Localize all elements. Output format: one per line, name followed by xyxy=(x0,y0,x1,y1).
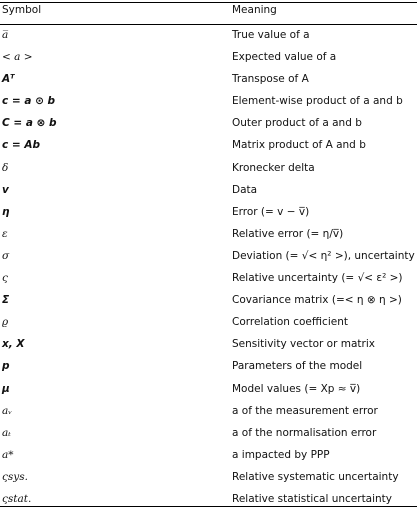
meaning-cell: Sensitivity vector or matrix xyxy=(232,338,375,351)
meaning-cell: Covariance matrix (=< η ⊗ η >) xyxy=(232,294,402,307)
table-row xyxy=(0,135,417,157)
meaning-cell: a of the measurement error xyxy=(232,404,378,417)
meaning-cell: a impacted by PPP xyxy=(232,448,330,461)
table-row xyxy=(0,312,417,334)
symbol-cell: ςsys. xyxy=(2,470,28,483)
table-row xyxy=(0,401,417,423)
symbol-cell: c = Ab xyxy=(2,139,40,152)
table-row xyxy=(0,180,417,202)
table-row xyxy=(0,268,417,290)
symbol-cell: σ xyxy=(2,249,10,262)
table-row xyxy=(0,445,417,467)
header-symbol: Symbol xyxy=(2,4,42,16)
meaning-cell: Parameters of the model xyxy=(232,360,363,373)
table-row xyxy=(0,113,417,135)
table-row xyxy=(0,47,417,69)
symbol-cell: aᵥ xyxy=(2,404,13,417)
table-row xyxy=(0,423,417,445)
meaning-cell: Outer product of a and b xyxy=(232,117,362,130)
notation-table-body xyxy=(0,25,417,511)
meaning-cell: Element-wise product of a and b xyxy=(232,95,403,108)
symbol-cell: v xyxy=(2,183,9,196)
symbol-cell: p xyxy=(2,360,10,373)
table-row xyxy=(0,246,417,268)
meaning-cell: Transpose of A xyxy=(232,73,309,86)
table-row xyxy=(0,379,417,401)
meaning-cell: Relative systematic uncertainty xyxy=(232,470,399,483)
symbol-cell: aₜ xyxy=(2,426,11,439)
table-row xyxy=(0,202,417,224)
table-row xyxy=(0,467,417,489)
symbol-cell: μ xyxy=(2,382,10,395)
table-row xyxy=(0,489,417,511)
symbol-cell: c = a ⊙ b xyxy=(2,95,56,108)
meaning-cell: True value of a xyxy=(232,29,310,41)
table-row xyxy=(0,158,417,180)
table-row xyxy=(0,69,417,91)
meaning-cell: Error (= v − v̅) xyxy=(232,205,310,218)
symbol-cell: η xyxy=(2,205,10,218)
table-row xyxy=(0,290,417,312)
meaning-cell: Kronecker delta xyxy=(232,161,315,174)
meaning-cell: Relative error (= η/v̅) xyxy=(232,227,344,240)
symbol-cell: C = a ⊗ b xyxy=(2,117,57,130)
meaning-cell: Correlation coefficient xyxy=(232,316,348,329)
table-row xyxy=(0,356,417,378)
symbol-cell: ε xyxy=(2,227,8,240)
symbol-cell: ϱ xyxy=(2,316,9,329)
symbol-cell: < a > xyxy=(2,51,33,64)
symbol-cell: a̅ xyxy=(2,29,9,41)
table-row xyxy=(0,25,417,47)
meaning-cell: Deviation (= √< η² >), uncertainty xyxy=(232,249,415,262)
meaning-cell: Model values (= Xp ≈ v̅) xyxy=(232,382,361,395)
meaning-cell: Expected value of a xyxy=(232,51,337,64)
symbol-cell: Σ xyxy=(2,294,10,307)
symbol-cell: Aᵀ xyxy=(2,73,15,86)
symbol-cell: x, X xyxy=(2,338,25,351)
symbol-cell: δ xyxy=(2,161,9,174)
table-top-rule xyxy=(0,2,417,3)
symbol-cell: ς xyxy=(2,272,8,285)
header-meaning: Meaning xyxy=(232,4,277,16)
meaning-cell: Data xyxy=(232,183,258,196)
meaning-cell: Relative uncertainty (= √< ε² >) xyxy=(232,272,403,285)
table-row xyxy=(0,334,417,356)
table-row xyxy=(0,224,417,246)
table-row xyxy=(0,91,417,113)
symbol-cell: a* xyxy=(2,448,14,461)
symbol-cell: ςstat. xyxy=(2,492,32,505)
meaning-cell: Relative statistical uncertainty xyxy=(232,492,393,505)
meaning-cell: a of the normalisation error xyxy=(232,426,377,439)
meaning-cell: Matrix product of A and b xyxy=(232,139,366,152)
